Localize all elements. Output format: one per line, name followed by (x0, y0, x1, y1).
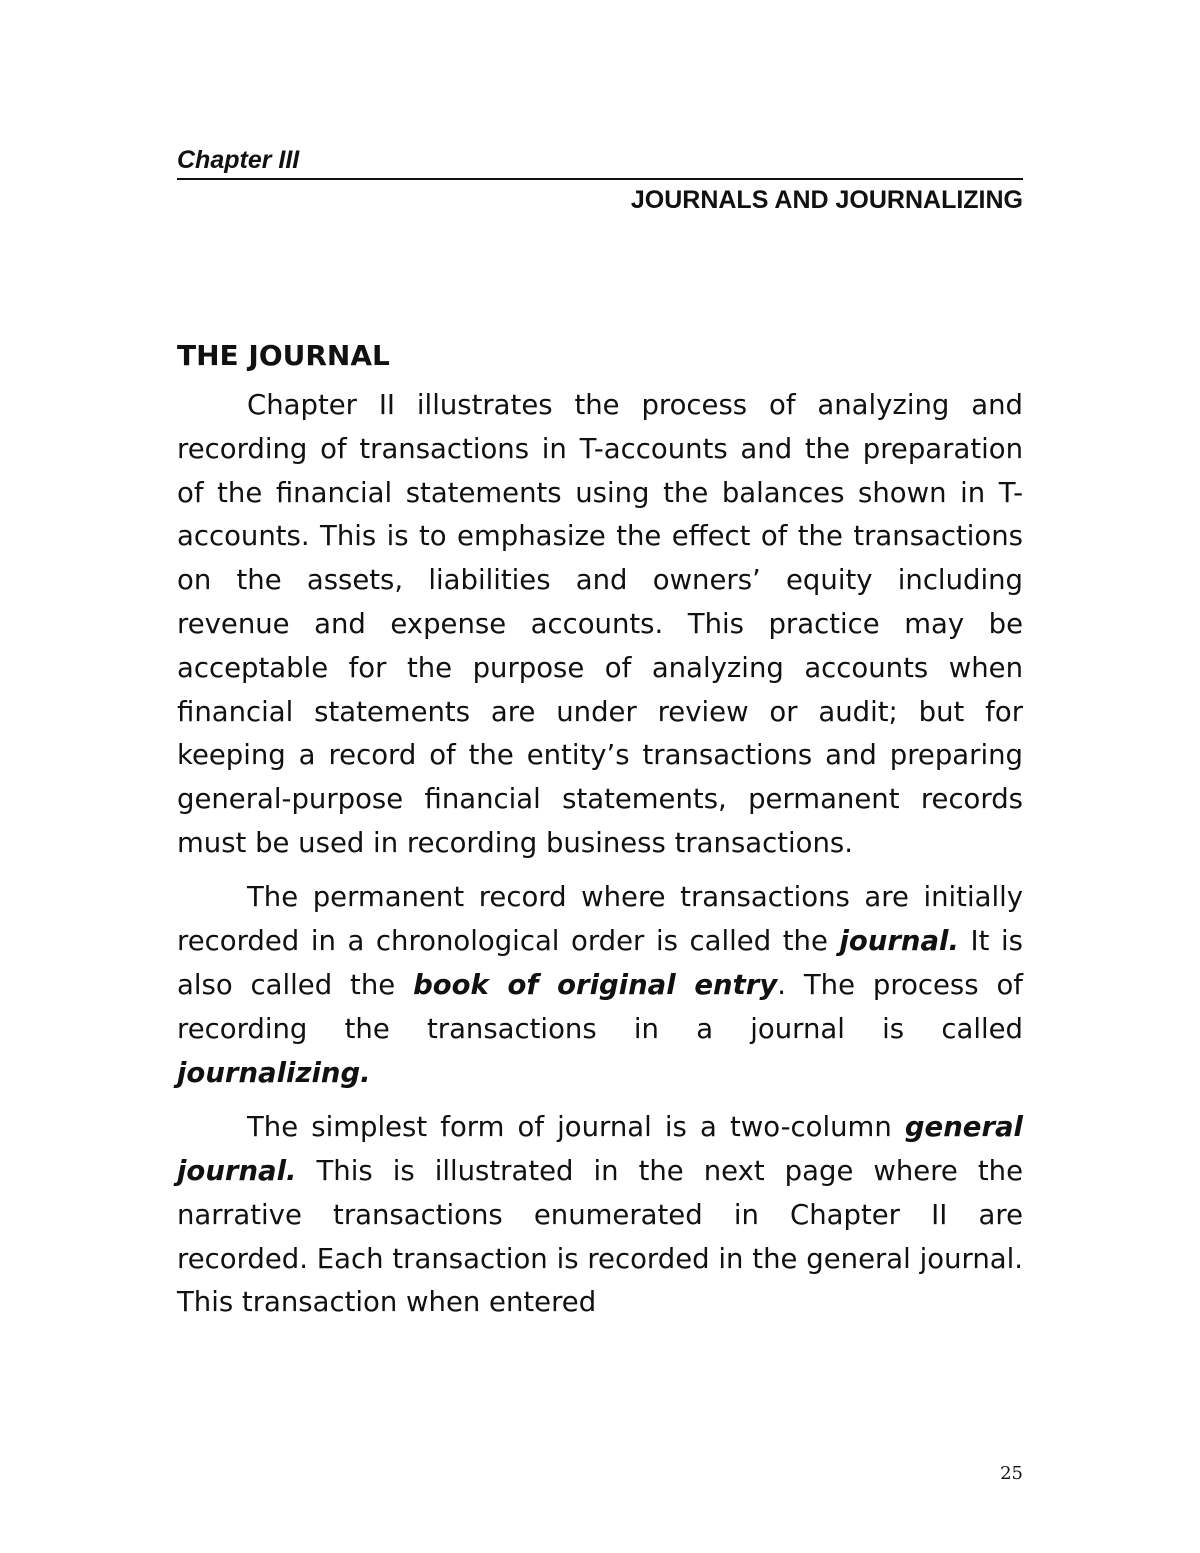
paragraph-3 (177, 1106, 1023, 1325)
term-general-journal: general journal. (177, 1111, 1023, 1187)
term-journalizing: journalizing. (177, 1056, 371, 1089)
paragraph-3-text-2: This is illustrated in the next page where the narrative transactions enumerated in Chapter II are recorded. Each transaction is recorded in the general journal. This transaction when entered (177, 1154, 1023, 1319)
header-rule (177, 178, 1023, 180)
chapter-label: Chapter III (177, 146, 300, 174)
chapter-title: JOURNALS AND JOURNALIZING (630, 186, 1023, 214)
term-book-of-original-entry: book of original entry (413, 969, 778, 1002)
paragraph-2-text-1: The permanent record where transactions are initially recorded in a chronological order is called the (177, 881, 1023, 958)
paragraph-2 (177, 876, 1023, 1095)
paragraph-3-text-1: The simplest form of journal is a two-column (247, 1111, 905, 1144)
paragraph-2-text-2: It is also called the (177, 925, 1023, 1002)
paragraph-1: Chapter II illustrates the process of analyzing and recording of transactions in T-accounts and the preparation of the financial statements using the balances shown in T-accounts. This is to emphasize the effect of the transactions on the assets, liabilities and owners’ equity including revenue and expense accounts. This practice may be acceptable for the purpose of analyzing accounts when financial statements are under review or audit; but for keeping a record of the entity’s transactions and preparing general-purpose financial statements, permanent records must be used in recording business transactions. (177, 389, 1023, 859)
body-text (177, 384, 1023, 1336)
paragraph-2-text-3: . The process of recording the transactions in a journal is called (177, 969, 1023, 1045)
term-journal: journal. (839, 925, 959, 958)
page-number: 25 (1000, 1463, 1023, 1484)
section-heading: THE JOURNAL (177, 339, 390, 372)
